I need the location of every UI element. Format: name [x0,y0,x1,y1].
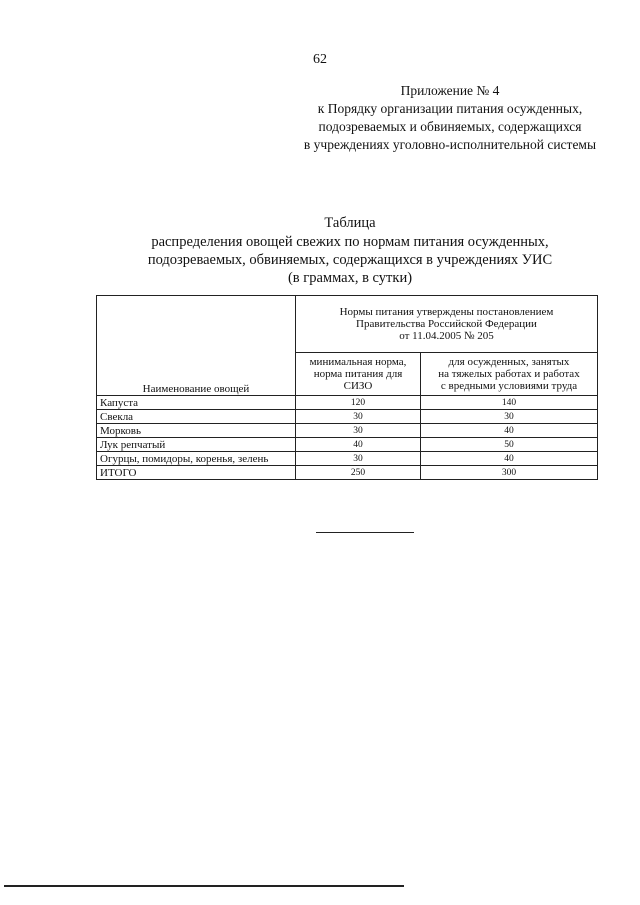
heavy-norm-value: 30 [421,410,598,424]
group-header-line: Правительства Российской Федерации [356,318,537,330]
subheader-line: на тяжелых работах и работах [438,368,580,380]
divider-line [316,532,414,533]
page-number: 62 [313,52,327,67]
subheader-line: СИЗО [343,380,373,392]
table-row [97,452,598,466]
table-row [97,438,598,452]
appendix-line: к Порядку организации питания осужденных, [317,101,583,116]
title-line: распределения овощей свежих по нормам питания осужденных, [151,234,549,250]
heavy-norm-value: 40 [421,452,598,466]
col-header-min-norm [296,353,421,396]
vegetable-name: Лук репчатый [97,438,296,452]
group-header-line: Нормы питания утверждены постановлением [339,306,554,318]
heavy-norm-value: 40 [421,424,598,438]
subheader-line: норма питания для [313,368,403,380]
table-title [100,214,600,287]
min-norm-value: 30 [296,410,421,424]
min-norm-value: 120 [296,396,421,410]
table-row-total [97,466,598,480]
vegetable-name: Свекла [97,410,296,424]
table-row [97,424,598,438]
table-row [97,396,598,410]
min-norm-value: 30 [296,452,421,466]
heavy-norm-value: 300 [421,466,598,480]
title-word: Таблица [324,215,376,231]
title-line: подозреваемых, обвиняемых, содержащихся в учреждениях УИС [147,252,553,268]
title-line: (в граммах, в сутки) [287,270,413,286]
heavy-norm-value: 50 [421,438,598,452]
appendix-line: в учреждениях уголовно-исполнительной системы [303,137,597,152]
appendix-header [270,82,630,154]
min-norm-value: 250 [296,466,421,480]
col-header-heavy-work [421,353,598,396]
vegetable-name: Огурцы, помидоры, коренья, зелень [97,452,296,466]
footer-divider-line [4,885,404,887]
table-header-row [97,296,598,353]
vegetable-name: Капуста [97,396,296,410]
min-norm-value: 30 [296,424,421,438]
group-header-line: от 11.04.2005 № 205 [399,330,494,342]
col-header-norms-group [296,296,598,353]
col-header-vegetable-name: Наименование овощей [97,296,296,396]
subheader-line: для осужденных, занятых [448,356,570,368]
table-row [97,410,598,424]
appendix-line: Приложение № 4 [400,83,500,98]
vegetable-name: Морковь [97,424,296,438]
min-norm-value: 40 [296,438,421,452]
subheader-line: минимальная норма, [309,356,407,368]
vegetable-name: ИТОГО [97,466,296,480]
appendix-line: подозреваемых и обвиняемых, содержащихся [318,119,582,134]
heavy-norm-value: 140 [421,396,598,410]
subheader-line: с вредными условиями труда [440,380,578,392]
norms-table [96,295,598,480]
